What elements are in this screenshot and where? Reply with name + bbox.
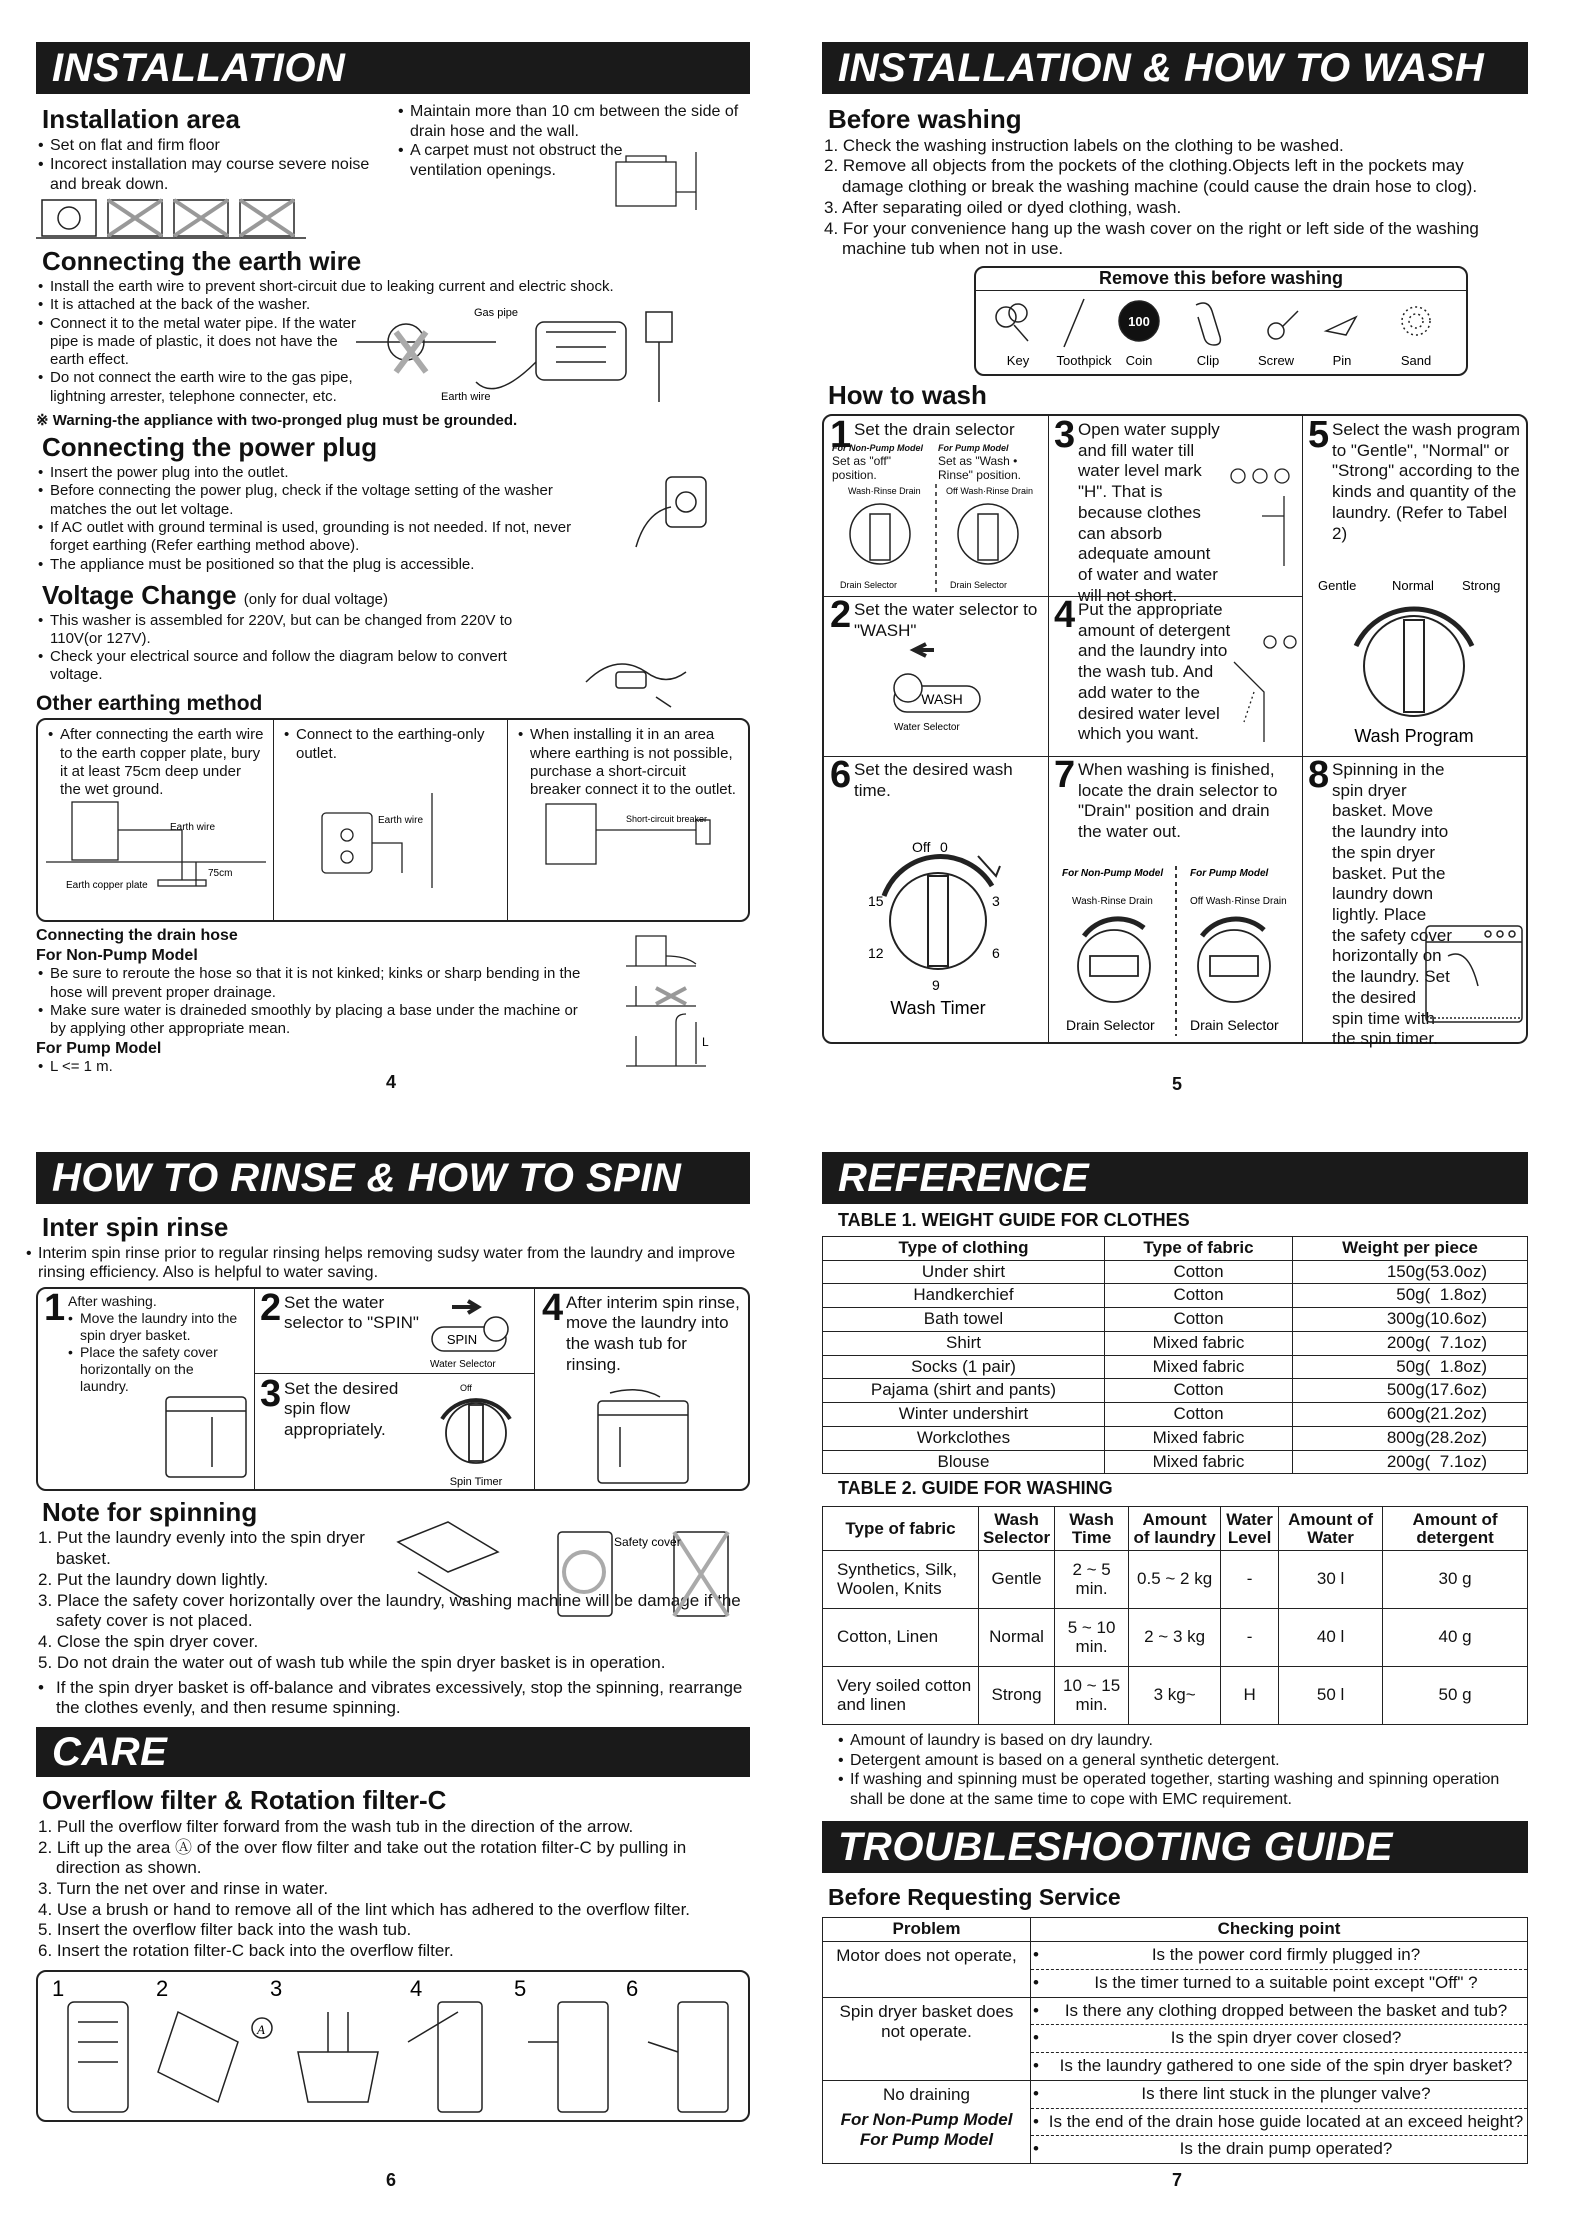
power-plug-list: • Insert the power plug into the outlet. • Before connecting the power plug, check if the voltage setting of the washer matches the out let voltage. • If AC outlet with ground terminal is used, grounding is not needed. If not, never forget earthing (Refer earthing method above). • The appliance must be positioned so that the plug is accessible. xyxy=(36,464,596,574)
table-row: Blouse Mixed fabric 200g( 7.1oz) xyxy=(823,1450,1528,1474)
wash-step-4: 4 Put the appropriate amount of detergent and the laundry into the wash tub. And add water to the desired water level which you want. xyxy=(1054,593,1231,744)
page-5 xyxy=(822,42,1528,1110)
earthing-outlet-illustration xyxy=(282,763,482,893)
weight-guide-table: Type of clothing Type of fabric Weight per piece Under shirt Cotton 150g(53.0oz) Handkerchief Cotton 50g( 1.8oz) Bath towel Cotton 300g(10.6oz) Shirt Mixed fabric 200g( 7.1oz) Socks (1 pair) Mixed fabric 50g( 1.8oz) Pajama (shirt and pants) Cotton 500g(17.6oz) Winter undershirt Cotton 600g(21.2oz) Workclothes Mixed fabric 800g(28.2oz) Blouse Mixed fabric 200g( 7.1oz) xyxy=(822,1236,1528,1474)
svg-text:Wash Timer: Wash Timer xyxy=(890,997,986,1018)
svg-text:Off Wash·Rinse Drain: Off Wash·Rinse Drain xyxy=(1190,895,1287,907)
other-earthing-heading: Other earthing method xyxy=(36,691,263,715)
svg-text:Sand: Sand xyxy=(1400,353,1432,369)
table-row: Workclothes Mixed fabric 800g(28.2oz) xyxy=(823,1426,1528,1450)
svg-text:Key: Key xyxy=(1006,353,1030,369)
svg-text:Wash·Rinse Drain: Wash·Rinse Drain xyxy=(848,485,921,496)
clip-icon xyxy=(1196,303,1220,345)
toothpick-icon xyxy=(1064,299,1084,347)
drain-pump-length: • L <= 1 m. xyxy=(36,1058,596,1076)
install-wash-title: INSTALLATION & HOW TO WASH xyxy=(822,42,1528,94)
spin-step1-illustration xyxy=(162,1387,252,1487)
svg-text:A: A xyxy=(257,2021,265,2037)
spin-step4-illustration xyxy=(590,1387,700,1487)
wash-program-dial xyxy=(1314,576,1514,746)
earth-wire-illustration xyxy=(356,302,696,412)
table-row: Shirt Mixed fabric 200g( 7.1oz) xyxy=(823,1331,1528,1355)
svg-text:9: 9 xyxy=(932,976,940,993)
svg-text:Off: Off xyxy=(912,838,931,855)
table-row: No draining For Non-Pump Model For Pump Model • Is there lint stuck in the plunger valve? • Is the end of the drain hose guide located at an exceed height? • Is the drain pump operated? xyxy=(823,2080,1528,2163)
svg-text:Gentle: Gentle xyxy=(1318,577,1357,593)
voltage-list: • This washer is assembled for 220V, but can be changed from 220V to 110V(or 127V). • Check your electrical source and follow the diagram below to convert voltage. xyxy=(36,612,556,685)
earth-plate-illustration xyxy=(46,800,266,890)
how-to-wash-box xyxy=(822,413,1528,1049)
care-title: CARE xyxy=(36,1727,750,1777)
wash-step-3: 3 Open water supply and fill water till water level mark "H". That is because clothes can absorb adequate amount of water and water will not short. xyxy=(1054,413,1220,605)
svg-text:Drain Selector: Drain Selector xyxy=(950,579,1008,590)
breaker-illustration xyxy=(516,800,736,870)
drain-selector-dials-1 xyxy=(828,484,1048,594)
table1-caption: TABLE 1. WEIGHT GUIDE FOR CLOTHES xyxy=(838,1210,1190,1230)
svg-text:Earth wire: Earth wire xyxy=(170,821,216,833)
svg-text:4: 4 xyxy=(410,1975,423,2001)
weight-guide-rows xyxy=(823,1260,1528,1474)
svg-text:Off Wash·Rinse Drain: Off Wash·Rinse Drain xyxy=(946,485,1034,496)
pin-icon xyxy=(1326,317,1356,335)
svg-text:Water Selector: Water Selector xyxy=(894,721,960,733)
page-4 xyxy=(36,42,750,1110)
page-7 xyxy=(822,1152,1528,2202)
svg-text:1: 1 xyxy=(52,1975,65,2001)
wash-step-6: 6 Set the desired wash time. xyxy=(830,753,1013,800)
svg-text:Short-circuit breaker: Short-circuit breaker xyxy=(626,813,708,824)
svg-text:Earth wire: Earth wire xyxy=(378,814,424,826)
svg-text:6: 6 xyxy=(626,1975,639,2001)
svg-text:Drain Selector: Drain Selector xyxy=(1190,1016,1279,1033)
svg-text:Toothpick: Toothpick xyxy=(1056,353,1112,369)
svg-text:Earth copper plate: Earth copper plate xyxy=(66,879,148,890)
drain-hose-illustration xyxy=(616,926,736,1076)
drain-pump-label: For Pump Model xyxy=(36,1039,162,1057)
table-row: Bath towel Cotton 300g(10.6oz) xyxy=(823,1308,1528,1332)
washing-guide-table: Type of fabric Wash Selector Wash Time Amount of laundry Water Level Amount of Water Amount of detergent Synthetics, Silk, Woolen, Knits Gentle 2 ~ 5 min. 0.5 ~ 2 kg - 30 l 30 g Cotton, Linen Normal 5 ~ 10 min. 2 ~ 3 kg - 40 l 40 g Very soiled cotton and linen Strong 10 ~ 15 min. 3 kg~ H 50 l 50 g xyxy=(822,1506,1528,1725)
drain-selector-dials-7 xyxy=(1050,866,1300,1036)
spin-step-4: 4 After interim spin rinse, move the laundry into the wash tub for rinsing. xyxy=(542,1286,740,1374)
before-service-heading: Before Requesting Service xyxy=(822,1883,1528,1911)
water-selector-spin xyxy=(422,1295,532,1371)
svg-text:Normal: Normal xyxy=(1392,577,1434,593)
filter-illustration-box xyxy=(36,1970,750,2122)
power-plug-illustration xyxy=(626,472,716,552)
reference-title: REFERENCE xyxy=(822,1152,1528,1204)
svg-text:15: 15 xyxy=(868,892,884,909)
installation-area-right-list: • Maintain more than 10 cm between the side of drain hose and the wall. • A carpet must not obstruct the ventilation openings. xyxy=(396,102,746,180)
voltage-heading: Voltage Change (only for dual voltage) xyxy=(36,580,750,612)
key-icon xyxy=(996,304,1028,341)
earth-warning: ※ Warning-the appliance with two-pronged plug must be grounded. xyxy=(36,412,518,430)
spin-dryer-illustration xyxy=(1418,906,1528,1036)
table-row: Synthetics, Silk, Woolen, Knits Gentle 2 ~ 5 min. 0.5 ~ 2 kg - 30 l 30 g xyxy=(823,1551,1528,1609)
spin-timer-dial xyxy=(422,1379,532,1489)
table-row: Cotton, Linen Normal 5 ~ 10 min. 2 ~ 3 kg - 40 l 40 g xyxy=(823,1609,1528,1667)
before-washing-list: 1. Check the washing instruction labels on the clothing to be washed. 2. Remove all objects from the pockets of the clothing.Objects left in the pockets may damage clothing or break the washing machine (could cause the drain hose to clog). 3. After separating oiled or dyed clothing, wash. 4. For your convenience hang up the wash cover on the right or left side of the washing machine tub when not in use. xyxy=(824,135,1479,259)
sand-icon xyxy=(1402,307,1430,335)
washing-guide-notes: • Amount of laundry is based on dry laundry. • Detergent amount is based on a general synthetic detergent. • If washing and spinning must be operated together, starting washing and spinning operation shall be done at the same time to cope with EMC requirement. xyxy=(836,1731,1528,1809)
remove-before-washing-box xyxy=(974,266,1468,376)
wash-step-8: 8 Spinning in the spin dryer basket. Move the laundry into the spin dryer basket. Put the laundry down lightly. Place the safety cover horizontally on the laundry. Set the desired spin time with the spin timer. xyxy=(1308,753,1453,1049)
svg-text:0: 0 xyxy=(940,838,948,855)
drain-hose-heading: Connecting the drain hose xyxy=(36,927,238,945)
svg-text:Water Selector: Water Selector xyxy=(430,1358,496,1370)
earth-wire-heading: Connecting the earth wire xyxy=(36,246,736,278)
table-row: Socks (1 pair) Mixed fabric 50g( 1.8oz) xyxy=(823,1355,1528,1379)
svg-text:L: L xyxy=(702,1035,709,1050)
svg-text:Drain Selector: Drain Selector xyxy=(1066,1016,1155,1033)
page-number-4: 4 xyxy=(386,1072,397,1092)
water-level-illustration xyxy=(1222,456,1298,576)
svg-text:Wash·Rinse Drain: Wash·Rinse Drain xyxy=(1072,895,1153,907)
drain-hose-list: • Be sure to reroute the hose so that it is not kinked; kinks or sharp bending in the hose will prevent proper drainage. • Make sure water is draineded smoothly by placing a base under the machine or by applying other appropriate mean. xyxy=(36,965,596,1038)
rinse-spin-title: HOW TO RINSE & HOW TO SPIN xyxy=(36,1152,750,1204)
table2-caption: TABLE 2. GUIDE FOR WASHING xyxy=(838,1478,1113,1499)
svg-text:Off: Off xyxy=(460,1382,472,1393)
earth-wire-list: • Install the earth wire to prevent short-circuit due to leaking current and electric shock. • It is attached at the back of the washer. • Connect it to the metal water pipe. If the water pipe is made of plastic, it does not have the earth effect. • Do not connect the earth wire to the gas pipe, lightning arrester, telephone connecter, etc. xyxy=(36,278,736,406)
page-number-6: 6 xyxy=(386,2170,397,2190)
svg-text:Clip: Clip xyxy=(1196,353,1220,369)
svg-text:3: 3 xyxy=(992,892,1000,909)
installation-title: INSTALLATION xyxy=(36,42,750,94)
svg-text:SPIN: SPIN xyxy=(446,1331,478,1347)
svg-text:For Pump Model: For Pump Model xyxy=(1190,867,1269,879)
inter-spin-box xyxy=(36,1287,750,1491)
coin-value: 100 xyxy=(1128,314,1150,330)
troubleshooting-table: Problem Checking point Motor does not operate, • Is the power cord firmly plugged in? • Is the timer turned to a suitable point except "Off" ? Spin dryer basket does not operate. • Is there any clothing dropped between the basket and tub? • Is the spin dryer cover closed? • Is the laundry gathered to one side of the spin dryer basket? No draining For Non-Pump Model For Pump Model • Is there lint stuck in the plunger valve? • Is the end of the drain hose guide located at an exceed height? • Is the drain pump operated? xyxy=(822,1917,1528,2164)
table-row: Motor does not operate, • Is the power cord firmly plugged in? • Is the timer turned to a suitable point except "Off" ? xyxy=(823,1942,1528,1997)
remove-objects-row xyxy=(976,291,1466,371)
inter-spin-intro: • Interim spin rinse prior to regular rinsing helps removing sudsy water from the laundry and improve rinsing efficiency. Also is helpful to water saving. xyxy=(24,1244,750,1283)
screw-icon xyxy=(1268,311,1298,339)
note-spinning-bullet: • If the spin dryer basket is off-balance and vibrates excessively, stop the spinning, rearrange the clothes evenly, and then resume spinning. xyxy=(36,1678,750,1719)
table-row: Very soiled cotton and linen Strong 10 ~ 15 min. 3 kg~ H 50 l 50 g xyxy=(823,1667,1528,1725)
before-washing-heading: Before washing xyxy=(822,104,1528,136)
how-to-wash-heading: How to wash xyxy=(822,380,1528,412)
svg-text:Pin: Pin xyxy=(1332,353,1352,369)
wash-step-7: 7 When washing is finished, locate the drain selector to "Drain" position and drain the water out. xyxy=(1054,753,1278,842)
note-spinning-heading: Note for spinning xyxy=(36,1497,750,1529)
filter-heading: Overflow filter & Rotation filter-C xyxy=(36,1785,750,1817)
table-row: Pajama (shirt and pants) Cotton 500g(17.6oz) xyxy=(823,1379,1528,1403)
other-earthing-box: • After connecting the earth wire to the earth copper plate, bury it at least 75cm deep under the wet ground. Earth wire 75cm Earth copper plate • Connect to the earthing-only outlet. Earth wire • When installing it in an area where earthing is not possible, purchase a short-circuit breaker connect it to the outlet. Short-circuit breaker xyxy=(36,718,750,922)
svg-text:3: 3 xyxy=(270,1975,283,2001)
svg-text:6: 6 xyxy=(992,944,1000,961)
installation-floor-illustration xyxy=(36,194,306,242)
page-number-7: 7 xyxy=(1172,2170,1183,2190)
wash-step-2: 2 Set the water selector to "WASH" xyxy=(830,593,1038,640)
earth-wire-label: Earth wire xyxy=(441,391,491,403)
svg-text:WASH: WASH xyxy=(921,690,963,707)
wash-step-5: 5 Select the wash program to "Gentle", "Normal" or "Strong" according to the kinds and quantity of the laundry. (Refer to Tabel 2) xyxy=(1308,413,1521,543)
svg-text:Coin: Coin xyxy=(1125,353,1153,369)
table-row: Winter undershirt Cotton 600g(21.2oz) xyxy=(823,1403,1528,1427)
svg-text:2: 2 xyxy=(156,1975,169,2001)
table-row: Under shirt Cotton 150g(53.0oz) xyxy=(823,1260,1528,1284)
svg-text:Screw: Screw xyxy=(1257,353,1295,369)
troubleshooting-title: TROUBLESHOOTING GUIDE xyxy=(822,1821,1528,1873)
svg-text:Spin Timer: Spin Timer xyxy=(449,1475,503,1488)
table-row: Spin dryer basket does not operate. • Is there any clothing dropped between the basket and tub? • Is the spin dryer cover closed? • Is the laundry gathered to one side of the spin dryer basket? xyxy=(823,1997,1528,2080)
safety-cover-illustration xyxy=(388,1512,748,1622)
washing-guide-rows xyxy=(823,1551,1528,1725)
wash-timer-dial xyxy=(828,826,1048,1026)
svg-text:Drain Selector: Drain Selector xyxy=(840,579,898,590)
note-spinning-list: 1. Put the laundry evenly into the spin dryer basket. 2. Put the laundry down lightly. 3. Place the safety cover horizontally over the laundry, washing machine will be damage if the safety cover is not placed. 4. Close the spin dryer cover. 5. Do not drain the water out of wash tub while the spin dryer basket is in operation. xyxy=(38,1528,741,1672)
water-selector-wash xyxy=(884,638,1024,748)
remove-box-title: Remove this before washing xyxy=(976,268,1466,291)
power-plug-heading: Connecting the power plug xyxy=(36,432,750,464)
wash-step-1: 1 Set the drain selector For Non-Pump Model For Pump Model Set as "off" position. Set as "Wash • Rinse" position. xyxy=(830,413,1021,483)
inter-spin-heading: Inter spin rinse xyxy=(36,1212,750,1244)
installation-area-list: • Set on flat and firm floor • Incorect installation may course severe noise and break down. xyxy=(36,136,396,195)
spin-step-2: 2 Set the water selector to "SPIN" xyxy=(260,1286,419,1333)
page-number-5: 5 xyxy=(1172,1074,1183,1094)
detergent-illustration xyxy=(1224,622,1300,752)
page-6 xyxy=(36,1152,750,2202)
installation-area-heading: Installation area xyxy=(36,104,396,136)
filter-steps-list: 1. Pull the overflow filter forward from the wash tub in the direction of the arrow. 2. Lift up the area Ⓐ of the over flow filter and take out the rotation filter-C by pulling in direction as shown. 3. Turn the net over and rinse in water. 4. Use a brush or hand to remove all of the lint which has adhered to the overflow filter. 5. Insert the overflow filter back into the wash tub. 6. Insert the rotation filter-C back into the overflow filter. xyxy=(38,1816,691,1961)
svg-text:12: 12 xyxy=(868,944,884,961)
svg-text:Wash Program: Wash Program xyxy=(1354,725,1474,746)
table-row: Handkerchief Cotton 50g( 1.8oz) xyxy=(823,1284,1528,1308)
drain-non-pump-label: For Non-Pump Model xyxy=(36,946,198,964)
voltage-change-illustration xyxy=(576,642,696,712)
svg-text:Safety cover: Safety cover xyxy=(614,1535,681,1549)
spin-step-3: 3 Set the desired spin flow appropriately. xyxy=(260,1372,399,1440)
svg-text:75cm: 75cm xyxy=(208,867,233,879)
gas-pipe-label: Gas pipe xyxy=(474,307,519,319)
filter-steps-illustration xyxy=(38,1972,748,2120)
spin-step-1: 1 After washing. • Move the laundry into the spin dryer basket. • Place the safety cover horizontally on the laundry. xyxy=(46,1293,246,1395)
svg-text:For Non-Pump Model: For Non-Pump Model xyxy=(1062,867,1164,879)
voltage-note: (only for dual voltage) xyxy=(243,590,389,608)
svg-text:5: 5 xyxy=(514,1975,527,2001)
svg-text:Strong: Strong xyxy=(1462,577,1501,593)
